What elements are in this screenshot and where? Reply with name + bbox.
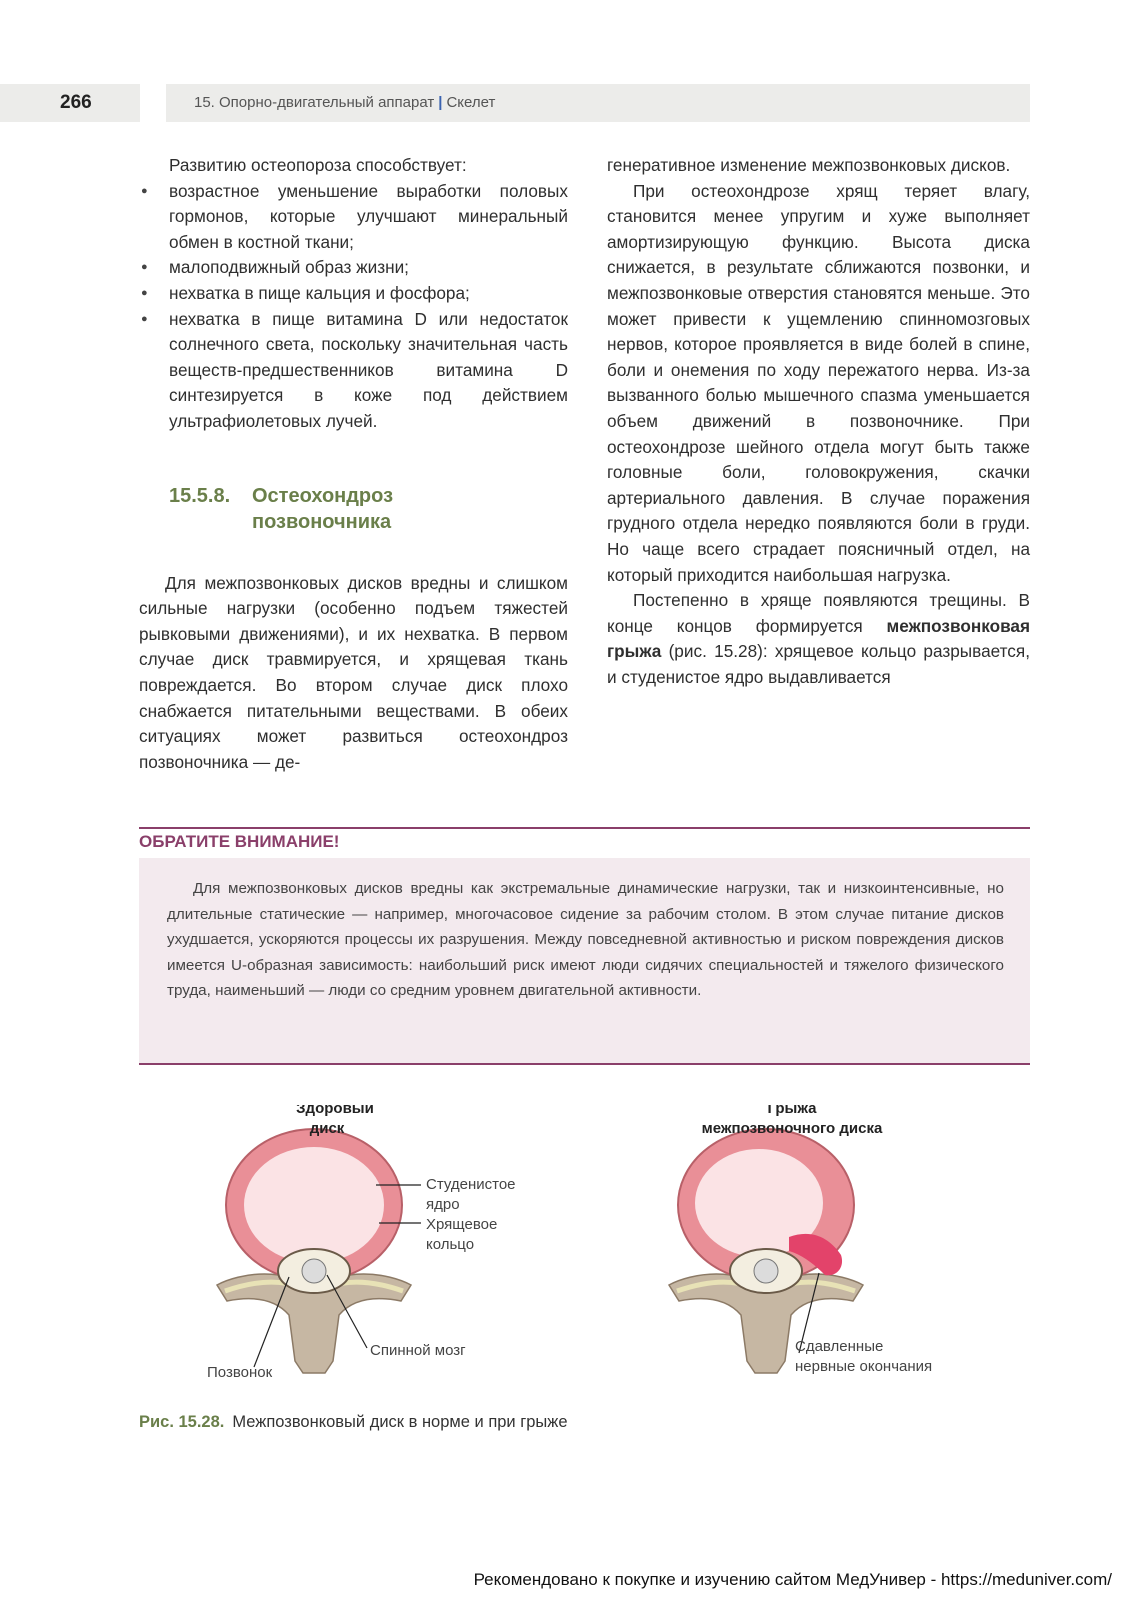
body-paragraph: генеративное изменение межпозвонковых дисков.: [607, 155, 1011, 175]
label-nucleus: ядро: [426, 1196, 460, 1213]
note-top-rule: [139, 827, 1030, 829]
header-separator: |: [438, 94, 443, 111]
body-paragraph: При остеохондрозе хрящ теряет влагу, становится менее упругим и хуже выполняет амортизирующую функцию. Высота диска снижается, в результате сближаются позвонки, и межпозвонковые отверстия становятся меньше. Это может привести к ущемлению спинномозговых нервов, которое проявляется в виде болей в спине, боли и онемения по ходу пережатого нерва. Из-за вызванного болью мышечного спазма уменьшается объем движений в позвоночнике. При остеохондрозе шейного отдела могут быть также головные боли, головокружения, скачки артериального давления. В случае поражения грудного отдела нередко появляются боли в груди. Но чаще всего страдает поясничный отдел, на который приходится наибольшая нагрузка.: [607, 180, 1030, 585]
left-column: [139, 153, 568, 775]
label-compressed-nerves: Сдавленные: [795, 1338, 884, 1355]
list-item: ● нехватка в пище кальция и фосфора;: [139, 281, 568, 307]
healthy-disc-title: Здоровый: [296, 1105, 374, 1117]
section-heading-line-2: позвоночника: [252, 510, 392, 533]
caption-label: Рис. 15.28.: [139, 1413, 225, 1431]
hernia-title: Грыжа: [767, 1105, 817, 1117]
herniated-disc: [669, 1129, 863, 1373]
section-heading-line-1: Остеохондроз: [252, 484, 394, 507]
label-annulus: Хрящевое: [426, 1216, 498, 1233]
section-title: Скелет: [446, 94, 496, 111]
spinal-cord: [754, 1259, 778, 1283]
figure-caption: [139, 1413, 568, 1432]
note-heading: ОБРАТИТЕ ВНИМАНИЕ!: [139, 832, 340, 851]
list-item: ● нехватка в пище витамина D или недостаток солнечного света, поскольку значительная часть веществ-предшественников витамина D синтезируется в коже под действием ультрафиолетовых лучей.: [139, 307, 568, 435]
disc-illustration: [139, 1105, 1030, 1405]
page-number: 266: [0, 84, 140, 122]
spinal-cord: [302, 1259, 326, 1283]
note-text: Для межпозвонковых дисков вредны как экстремальные динамические нагрузки, так и низкоинтенсивные, но длительные статические — например, многочасовое сидение за рабочим столом. В этом случае питание дисков ухудшается, ускоряются процессы их разрушения. Между повседневной активностью и риском повреждения дисков имеется U-образная зависимость: наибольший риск имеют люди сидячих специальностей и тяжелого физического труда, наименьший — люди со средним уровнем двигательной активности.: [167, 880, 1004, 1000]
label-nucleus: Студенистое: [426, 1176, 516, 1193]
bold-term: межпозвонковая грыжа: [607, 615, 1030, 662]
list-item: ● малоподвижный образ жизни;: [139, 255, 568, 281]
hernia-title: межпозвоночного диска: [701, 1120, 883, 1137]
text-run: (рис. 15.28): хрящевое кольцо разрывается, и студенистое ядро выдавливается: [607, 641, 1030, 687]
label-compressed-nerves: нервные окончания: [795, 1358, 933, 1375]
caption-text: Межпозвонковый диск в норме и при грыже: [232, 1413, 568, 1431]
note-box: [139, 858, 1030, 1065]
list-intro: Развитию остеопороза способствует:: [169, 155, 467, 175]
label-annulus: кольцо: [426, 1236, 475, 1253]
label-vertebra: Позвонок: [207, 1364, 273, 1381]
figure-disc-herniation: [139, 1105, 1030, 1405]
healthy-disc-title: диск: [309, 1120, 345, 1137]
chapter-title: 15. Опорно-двигательный аппарат: [194, 94, 435, 111]
nucleus: [244, 1147, 384, 1263]
section-heading: [169, 483, 568, 535]
risk-factor-list: [139, 179, 568, 435]
text-run: Постепенно в хряще появляются трещины. В конце концов формируется: [607, 590, 1030, 636]
body-paragraph: Для межпозвонковых дисков вредны и слишком сильные нагрузки (особенно подъем тяжестей рывковыми движениями), и их нехватка. В первом случае диск травмируется, и хрящевая ткань повреждается. Во втором случае диск плохо снабжается питательными веществами. В обеих ситуациях может развиться остеохондроз позвоночника — де-: [139, 572, 568, 772]
running-header: [166, 84, 1030, 122]
label-spinal-cord: Спинной мозг: [370, 1342, 466, 1359]
footer-recommendation: Рекомендовано к покупке и изучению сайтом МедУнивер - https://meduniver.com/: [473, 1570, 1112, 1589]
list-item: ● возрастное уменьшение выработки половых гормонов, которые улучшают минеральный обмен в костной ткани;: [139, 179, 568, 256]
section-number: 15.5.8.: [169, 484, 231, 507]
healthy-disc: [217, 1129, 421, 1373]
right-column: [607, 153, 1030, 690]
body-paragraph: [607, 588, 1030, 690]
